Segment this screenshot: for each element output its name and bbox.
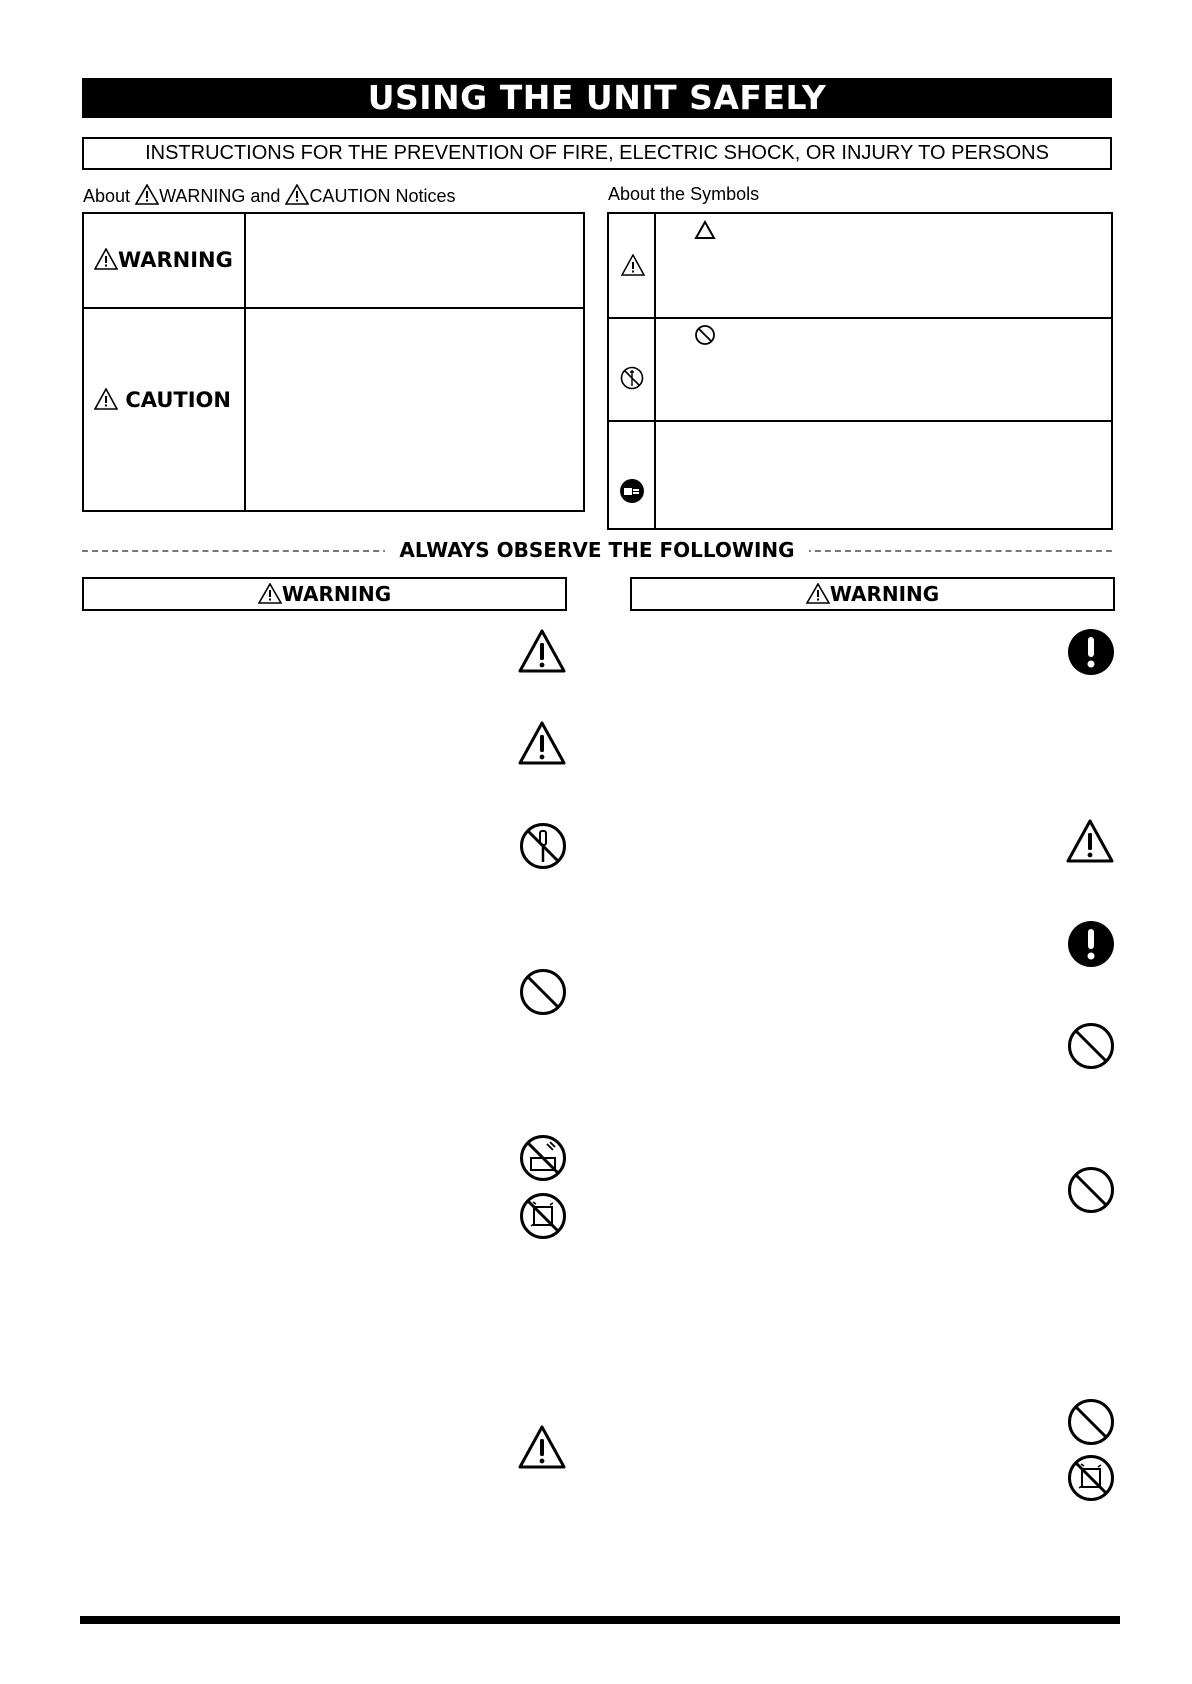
warning-triangle-icon	[806, 583, 830, 604]
symbols-table-divider	[654, 214, 656, 528]
notices-heading-about: About	[83, 186, 131, 206]
caution-triangle-icon	[94, 388, 118, 410]
notices-heading-warning: WARNING and	[159, 186, 281, 206]
warning-notice-label	[94, 248, 233, 272]
warning-triangle-icon	[258, 583, 282, 604]
warning-triangle-icon	[517, 720, 567, 766]
left-warning-header-text: WARNING	[281, 582, 392, 606]
prohibited-symbol-icon	[694, 324, 716, 346]
caution-notice-text: CAUTION	[125, 388, 231, 412]
triangle-symbol-icon	[694, 220, 716, 240]
symbols-table-divider	[609, 420, 1111, 422]
warning-notice-text: WARNING	[118, 248, 233, 272]
warning-triangle-icon	[135, 184, 159, 205]
warning-triangle-icon	[517, 1424, 567, 1470]
notices-table-divider	[244, 214, 246, 510]
mandatory-icon	[1067, 920, 1115, 968]
notices-heading	[83, 184, 455, 207]
bottom-rule	[80, 1616, 1120, 1624]
right-warning-header-text: WARNING	[829, 582, 940, 606]
page-title: USING THE UNIT SAFELY	[82, 78, 1112, 118]
notices-table-divider	[84, 307, 583, 309]
prohibited-icon	[1067, 1166, 1115, 1214]
observe-divider	[82, 538, 1112, 562]
no-water-icon	[519, 1134, 567, 1182]
no-liquid-icon	[519, 1192, 567, 1240]
prohibited-icon	[1067, 1022, 1115, 1070]
observe-label-text: ALWAYS OBSERVE THE FOLLOWING	[385, 538, 808, 562]
no-disassemble-icon	[519, 822, 567, 870]
unplug-icon	[619, 478, 645, 504]
mandatory-icon	[1067, 628, 1115, 676]
no-liquid-icon	[1067, 1454, 1115, 1502]
left-warning-header	[82, 577, 567, 611]
warning-triangle-icon	[621, 254, 645, 276]
notices-heading-caution: CAUTION Notices	[309, 186, 456, 206]
symbols-table-divider	[609, 317, 1111, 319]
observe-label	[82, 538, 1112, 562]
warning-triangle-icon	[285, 184, 309, 205]
warning-triangle-icon	[94, 248, 118, 270]
prohibited-icon	[1067, 1398, 1115, 1446]
page-subtitle: INSTRUCTIONS FOR THE PREVENTION OF FIRE, ELECTRIC SHOCK, OR INJURY TO PERSONS	[82, 137, 1112, 170]
no-disassemble-icon	[620, 366, 644, 390]
caution-notice-label	[94, 388, 231, 412]
symbols-table	[607, 212, 1113, 530]
warning-triangle-icon	[517, 628, 567, 674]
notices-table	[82, 212, 585, 512]
right-warning-header	[630, 577, 1115, 611]
symbols-heading: About the Symbols	[608, 184, 760, 204]
prohibited-icon	[519, 968, 567, 1016]
warning-triangle-icon	[1065, 818, 1115, 864]
